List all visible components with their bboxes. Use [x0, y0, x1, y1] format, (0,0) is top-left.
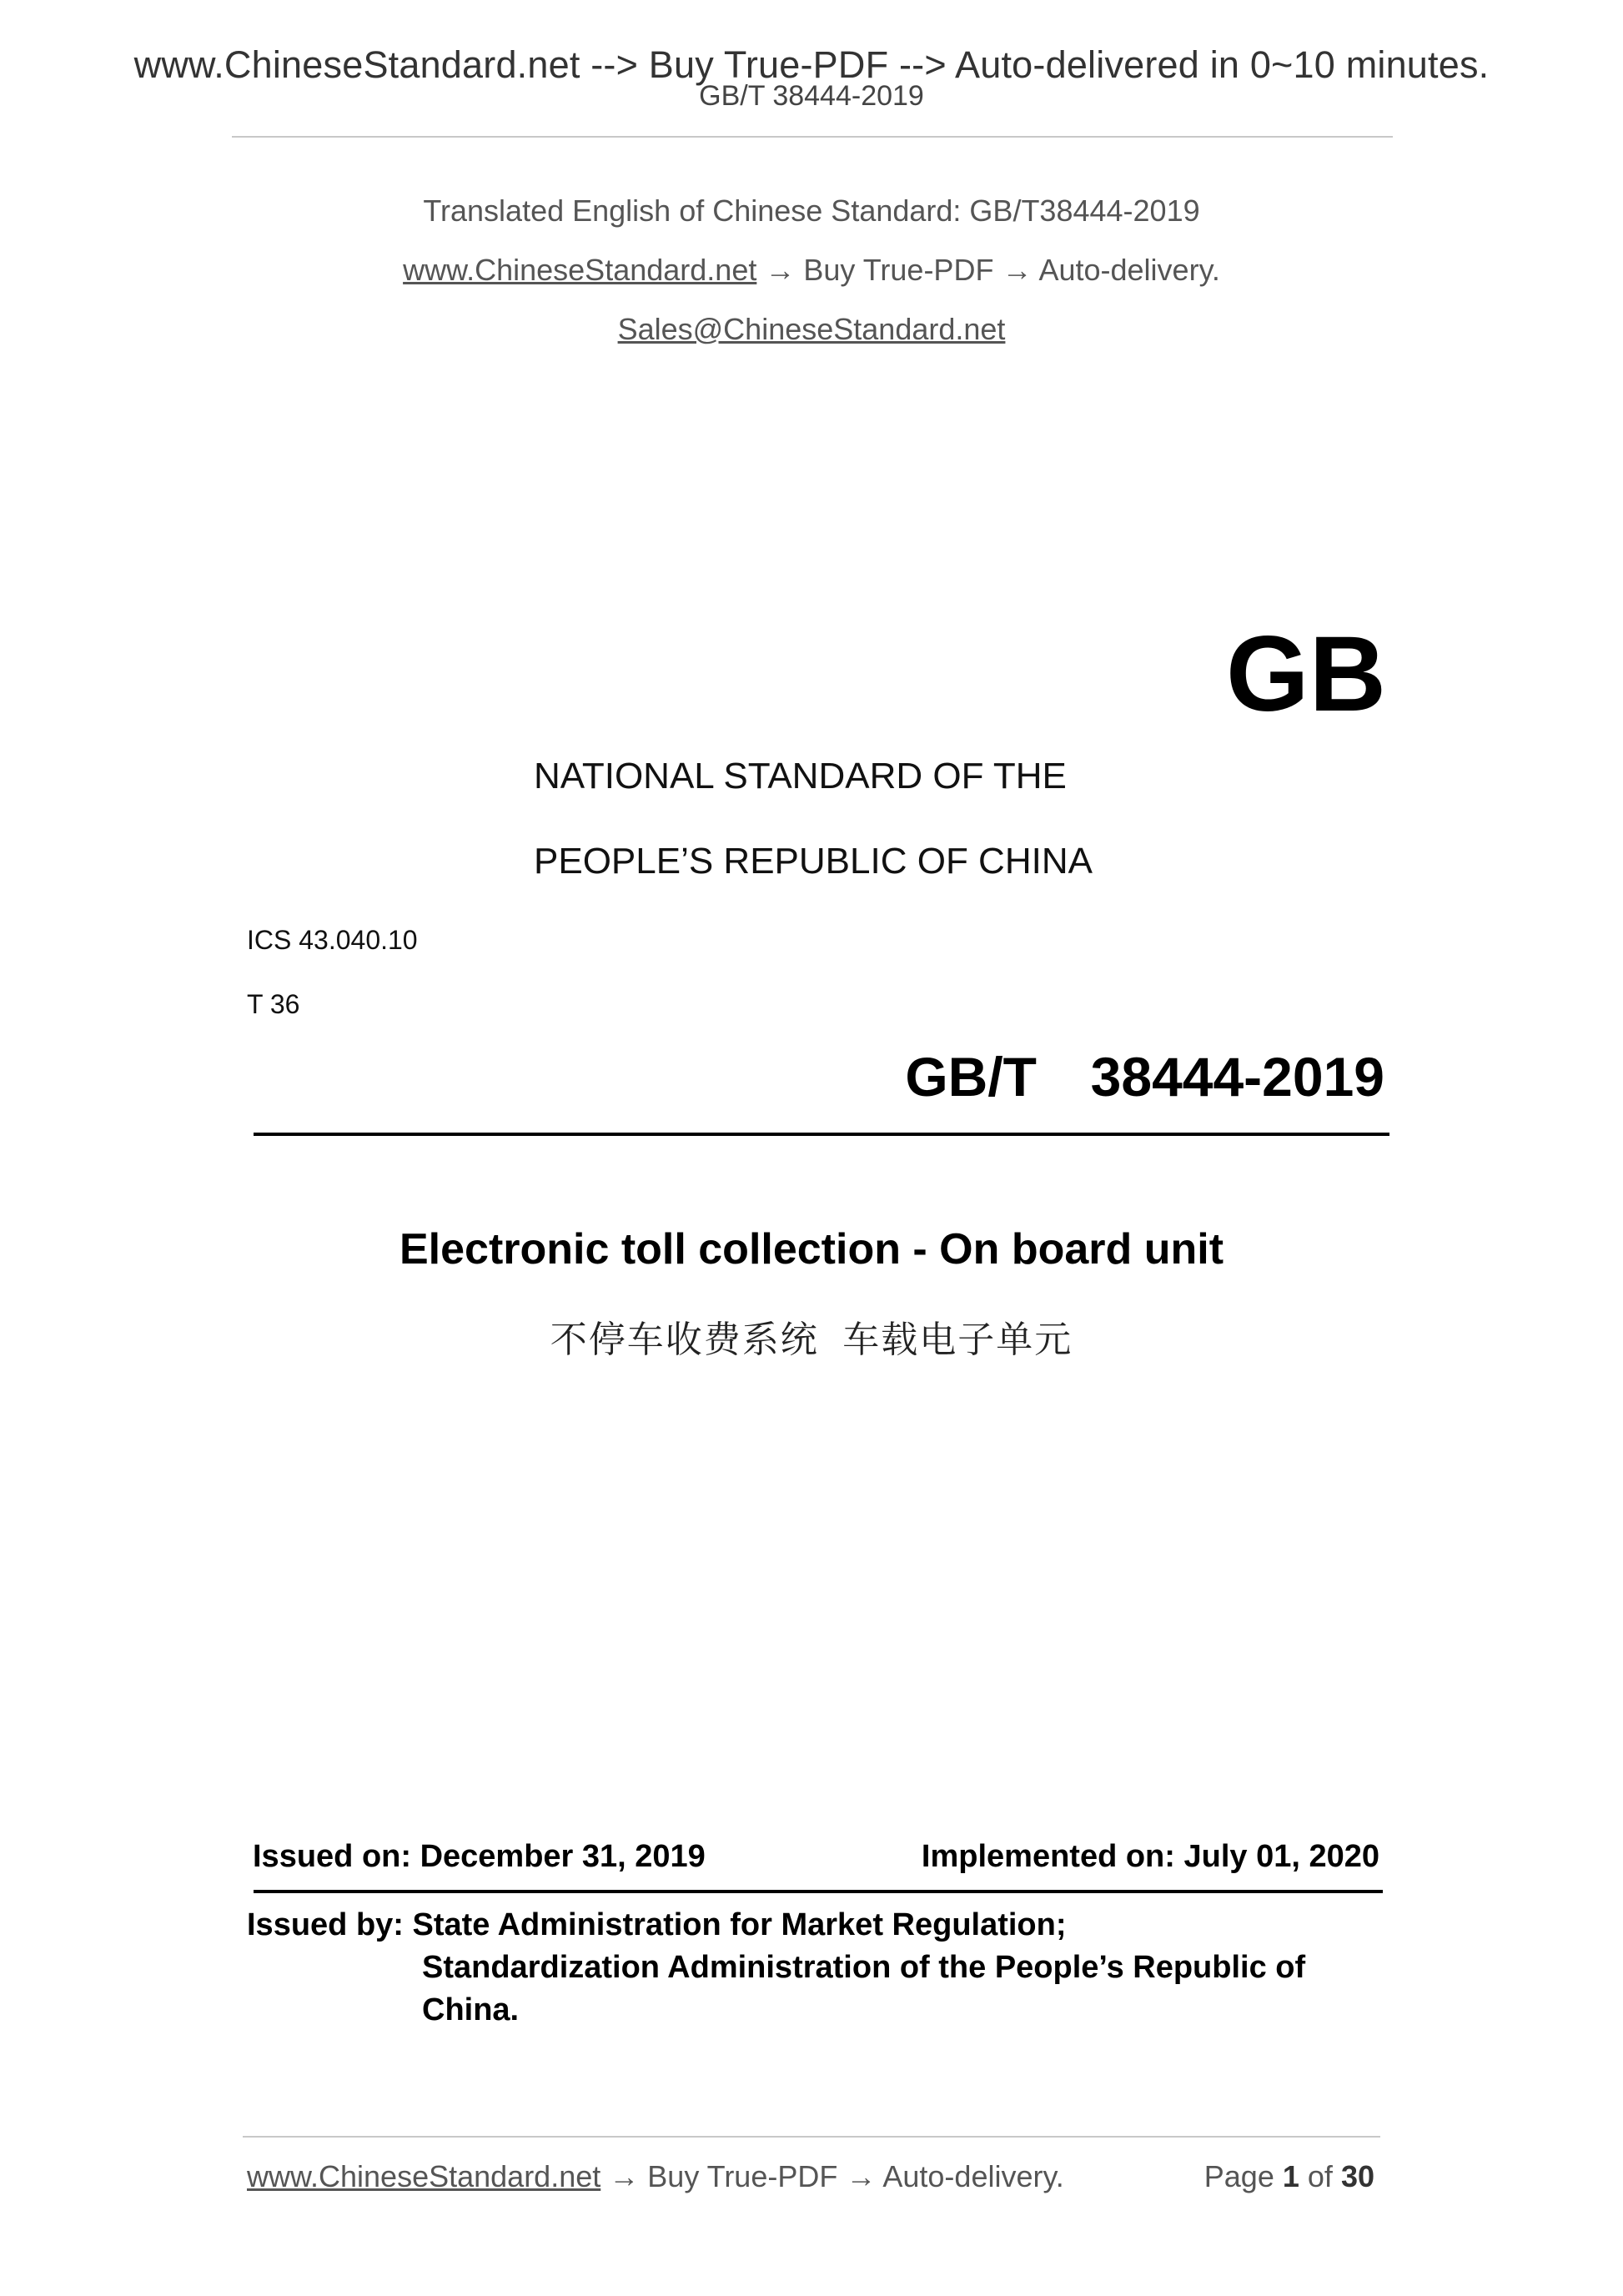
- page-total: 30: [1340, 2159, 1374, 2193]
- issued-by-label: Issued by:: [247, 1907, 404, 1942]
- classification-code: T 36: [247, 989, 300, 1019]
- header-divider: [232, 136, 1393, 138]
- issuer-1: State Administration for Market Regulation;: [412, 1907, 1067, 1942]
- delivery-text: Auto-delivery.: [1038, 253, 1220, 287]
- page-label: Page: [1203, 2159, 1274, 2193]
- email-link[interactable]: Sales@ChineseStandard.net: [617, 312, 1006, 346]
- ics-code: ICS 43.040.10: [247, 925, 418, 955]
- arrow-icon: →: [609, 2159, 640, 2193]
- standard-number: GB/T 38444-2019: [905, 1046, 1384, 1108]
- footer-buy-text: Buy True-PDF: [647, 2159, 838, 2193]
- arrow-icon: →: [846, 2159, 877, 2193]
- page-indicator: [1204, 2159, 1374, 2194]
- buy-line: [0, 253, 1623, 288]
- national-standard-line2: PEOPLE’S REPUBLIC OF CHINA: [534, 841, 1093, 882]
- of-label: of: [1307, 2159, 1333, 2193]
- footer-buy-line: [247, 2159, 1064, 2194]
- page-current: 1: [1282, 2159, 1299, 2193]
- arrow-icon: →: [765, 253, 796, 287]
- footer-site-link[interactable]: www.ChineseStandard.net: [247, 2159, 601, 2193]
- arrow-icon: →: [1002, 253, 1033, 287]
- implemented-on: Implemented on: July 01, 2020: [921, 1839, 1379, 1874]
- standard-number-rule: [254, 1133, 1389, 1136]
- english-title: Electronic toll collection - On board unit: [399, 1225, 1224, 1274]
- dates-rule: [254, 1890, 1383, 1893]
- footer-delivery-text: Auto-delivery.: [882, 2159, 1064, 2193]
- issued-on: Issued on: December 31, 2019: [253, 1839, 706, 1874]
- running-header-code: GB/T 38444-2019: [699, 80, 924, 112]
- footer-divider: [243, 2136, 1380, 2138]
- buy-text: Buy True-PDF: [803, 253, 994, 287]
- national-standard-line1: NATIONAL STANDARD OF THE: [534, 756, 1067, 796]
- translation-notice: Translated English of Chinese Standard: GB/T38444-2019: [423, 193, 1200, 228]
- email-line: [0, 312, 1623, 347]
- site-link[interactable]: www.ChineseStandard.net: [403, 253, 757, 287]
- issuer-2: Standardization Administration of the People’s Republic of: [422, 1950, 1306, 1985]
- issued-by: [247, 1907, 1067, 1943]
- issuer-2-cont: China.: [422, 1992, 520, 2027]
- chinese-title: 不停车收费系统 车载电子单元: [550, 1319, 1073, 1360]
- gb-mark: GB: [1226, 615, 1386, 734]
- top-banner: www.ChineseStandard.net --> Buy True-PDF --> Auto-delivered in 0~10 minutes.: [133, 43, 1490, 86]
